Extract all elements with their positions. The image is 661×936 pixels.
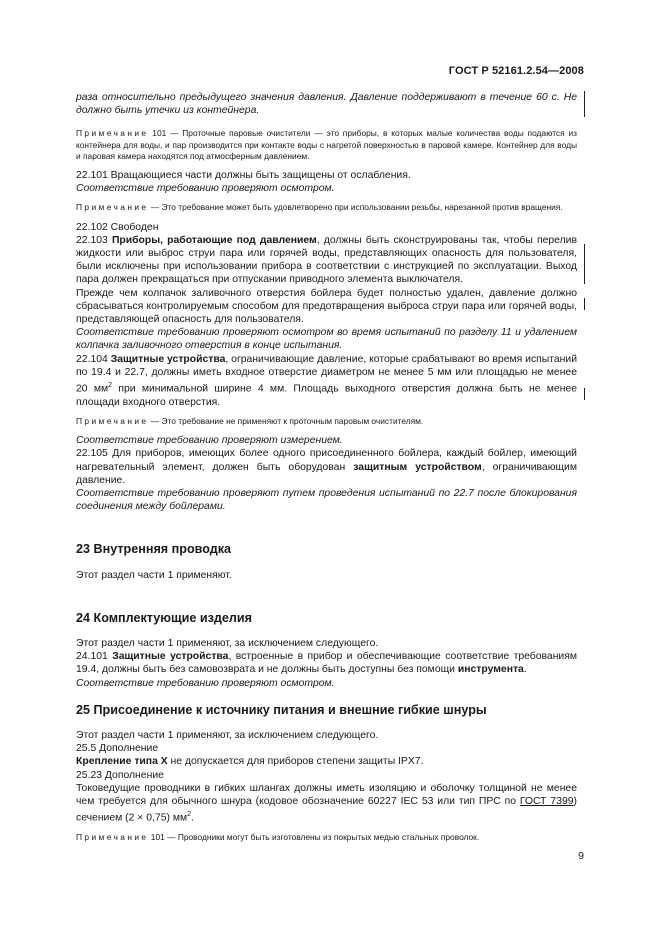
compliance-22-103: Соответствие требованию проверяют осмотром во время испытаний по разделу 11 и удалением колпачка заливочного отверстия в конце испытания. xyxy=(76,327,577,352)
section-25-text: Этот раздел части 1 применяют, за исключением следующего. xyxy=(76,729,379,741)
change-bar xyxy=(584,388,585,400)
section-23-title: 23 Внутренняя проводка xyxy=(76,542,232,557)
note-25-101: Примечание 101 — Проводники могут быть изготовлены из покрытых медью стальных проволок. xyxy=(76,831,480,842)
section-25-title: 25 Присоединение к источнику питания и внешние гибкие шнуры xyxy=(76,702,487,717)
clause-22-103-continued: Прежде чем колпачок заливочного отверстия бойлера будет полностью удален, давление должно сбрасываться контролируемым способом для предотвращения выброса струи пара или горячей воды, представляющей опасность для пользователя. xyxy=(76,287,577,326)
note-22-101: Примечание — Это требование может быть удовлетворено при использовании резьбы, нарезанной против вращения. xyxy=(76,202,563,213)
clause-25-23: 25.23 Дополнение xyxy=(76,769,164,781)
compliance-22-101: Соответствие требованию проверяют осмотром. xyxy=(76,183,335,195)
change-bar xyxy=(584,244,585,284)
clause-22-105: 22.105 Для приборов, имеющих более одного присоединенного бойлера, каждый бойлер, имеющий нагревательный элемент, должен быть оборудован защитным устройством, ограничивающим давление. xyxy=(76,448,578,486)
change-bar xyxy=(584,91,585,117)
clause-24-101: 24.101 Защитные устройства, встроенные в прибор и обеспечивающие соответствие требованиям 19.4, должны быть без самовозврата и не должны быть доступны без помощи инструмента. xyxy=(76,651,578,676)
section-24-text: Этот раздел части 1 применяют, за исключением следующего. xyxy=(76,637,379,649)
change-bar xyxy=(584,298,585,310)
compliance-24-101: Соответствие требованию проверяют осмотром. xyxy=(76,677,335,689)
section-24-title: 24 Комплектующие изделия xyxy=(76,610,252,625)
clause-22-103: 22.103 Приборы, работающие под давлением, должны быть сконструированы так, чтобы перелив жидкости или выброс струи пара или горячей воды, представляющих опасность для пользователя, были исключены при использовании прибора в соответствии с инструкцией по эксплуатации. Выход пара должен прекращаться при отпускании приводного элемента выключателя. xyxy=(76,234,577,286)
clause-22-101: 22.101 Вращающиеся части должны быть защищены от ослабления. xyxy=(76,170,411,182)
gost-7399-link[interactable]: ГОСТ 7399 xyxy=(519,796,574,807)
note-22-104: Примечание — Это требование не применяют к проточным паровым очистителям. xyxy=(76,415,424,426)
document-body xyxy=(76,91,577,843)
document-code-header: ГОСТ Р 52161.2.54—2008 xyxy=(448,65,584,77)
section-23-text: Этот раздел части 1 применяют. xyxy=(76,569,232,581)
note-101-steam-cleaners: Примечание 101 — Проточные паровые очистители — это приборы, в которых малые количества воды подаются из контейнера для воды, и пар производится при контакте воды с нагретой поверхностью в паровой камере. Контейнер для воды и паровая камера находятся под атмосферным давлением. xyxy=(76,128,577,161)
paragraph-continuation: раза относительно предыдущего значения давления. Давление поддерживают в течение 60 с. Не должно быть утечки из контейнера. xyxy=(76,92,577,117)
compliance-22-104: Соответствие требованию проверяют измерением. xyxy=(76,435,343,447)
clause-22-102: 22.102 Свободен xyxy=(76,221,159,233)
clause-25-5: 25.5 Дополнение xyxy=(76,743,159,755)
clause-25-23-text: Токоведущие проводники в гибких шлангах должны иметь изоляцию и оболочку толщиной не менее чем требуется для обычного шнура (кодовое обозначение 60227 IEC 53 или тип ПРС по ГОСТ 7399) сечением (2 × 0,75) $мм^2$. xyxy=(76,782,577,824)
clause-22-104: 22.104 Защитные устройства, ограничивающие давление, которые срабатывают во время испытаний по 19.4 и 22.7, должны иметь входное отверстие диаметром не менее 5 мм или площадью не менее 20 $мм^2$ при минимальной ширине 4 мм. Площадь выходного отверстия должна быть не менее площади входного отверстия. xyxy=(76,353,578,408)
clause-25-5-text: Крепление типа X не допускается для приборов степени защиты IPX7. xyxy=(76,756,424,768)
page-number: 9 xyxy=(578,850,584,862)
compliance-22-105: Соответствие требованию проверяют путем проведения испытаний по 22.7 после блокирования соединения между бойлерами. xyxy=(76,487,577,513)
